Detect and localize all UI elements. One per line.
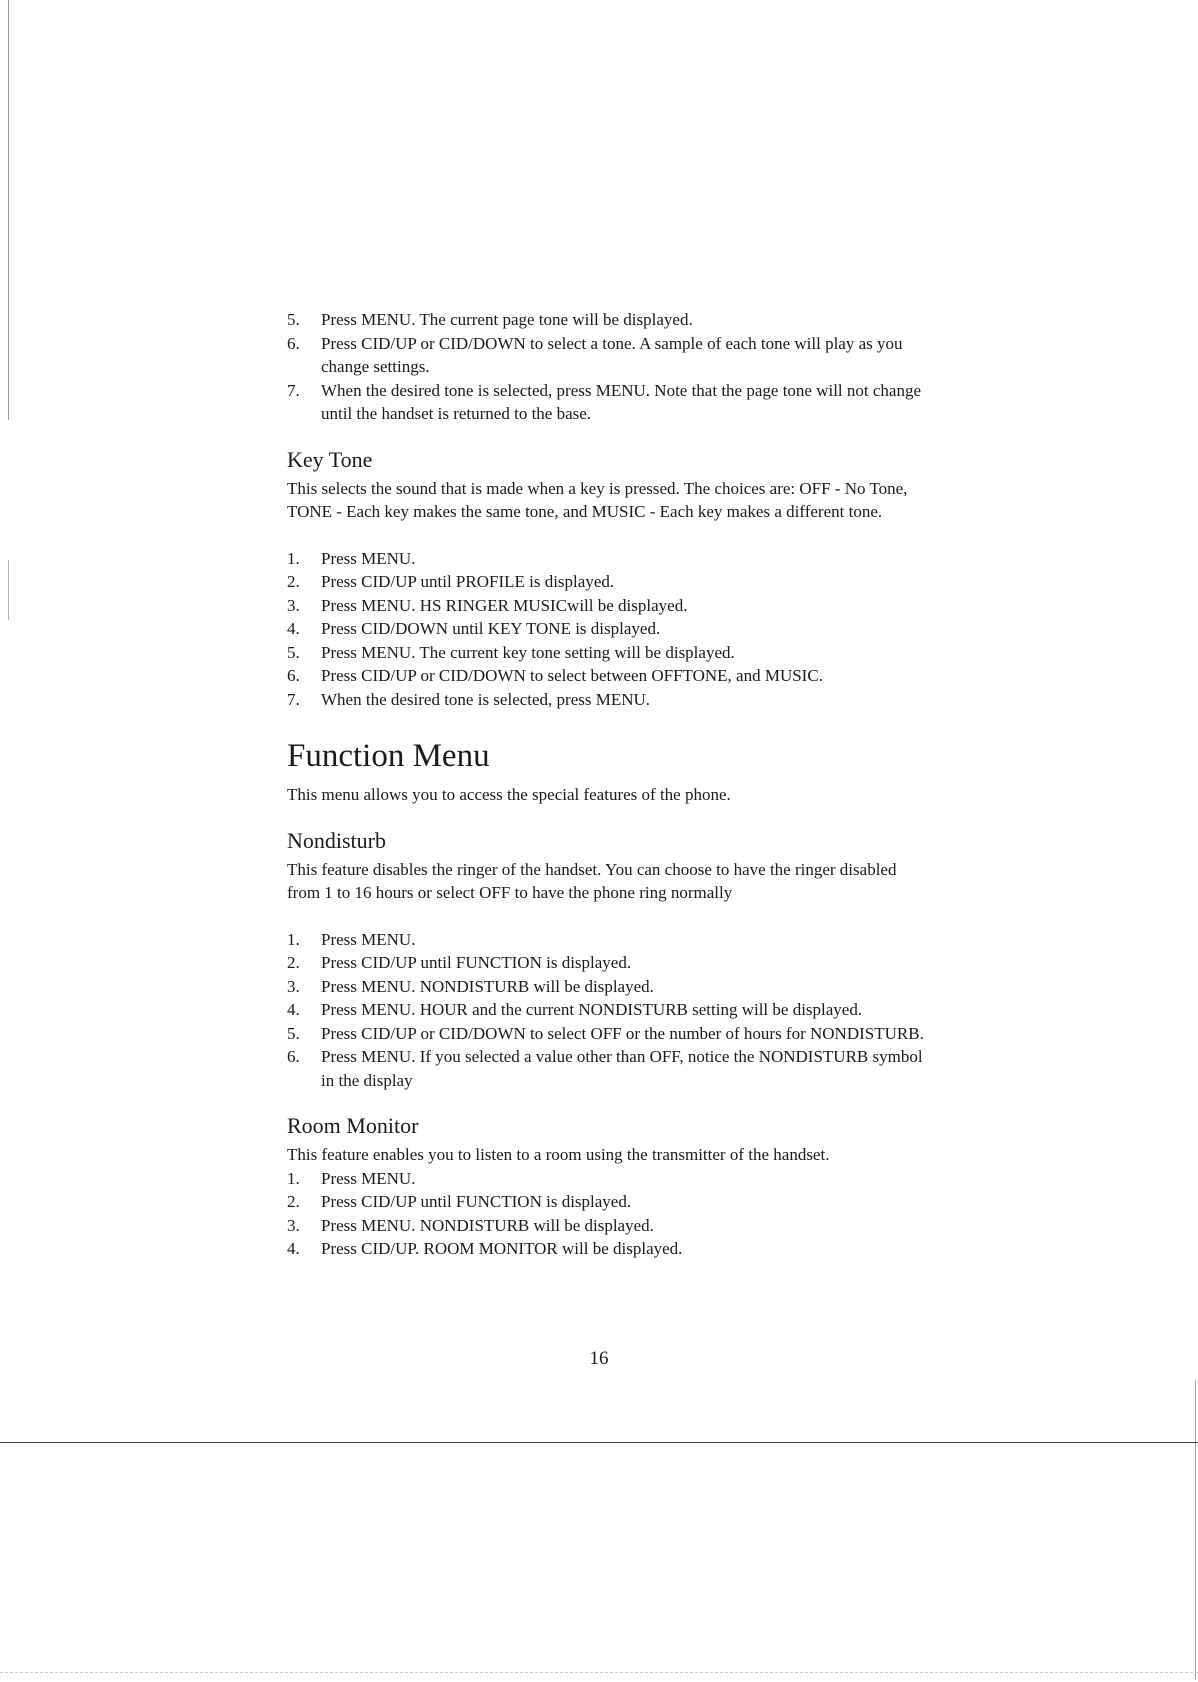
step-number: 6. <box>287 1047 300 1066</box>
step-number: 6. <box>287 333 300 353</box>
function-menu-heading: Function Menu <box>287 738 490 774</box>
step-text: Press CID/UP until FUNCTION is displayed. <box>321 1192 632 1211</box>
step-number: 2. <box>287 1192 300 1211</box>
step-text: Press MENU. The current page tone will be displayed. <box>321 310 693 329</box>
list-item <box>287 379 927 426</box>
list-item <box>287 688 927 712</box>
step-text: When the desired tone is selected, press MENU. <box>321 689 651 709</box>
list-item <box>287 951 927 975</box>
step-number: 3. <box>287 976 300 996</box>
step-number: 7. <box>287 689 300 709</box>
list-item <box>287 1045 927 1092</box>
step-number: 5. <box>287 310 300 329</box>
step-text: Press MENU. HOUR and the current NONDISTURB setting will be displayed. <box>321 1000 863 1019</box>
step-number: 1. <box>287 548 300 568</box>
step-text: Press CID/UP. ROOM MONITOR will be displayed. <box>321 1239 683 1258</box>
step-number: 3. <box>287 1215 300 1235</box>
room-monitor-heading: Room Monitor <box>287 1113 419 1138</box>
page-edge-left <box>8 0 9 420</box>
step-number: 3. <box>287 595 300 615</box>
list-item <box>287 975 927 999</box>
list-item <box>287 664 927 688</box>
step-text: Press MENU. If you selected a value other than OFF, notice the NONDISTURB symbol in the display <box>321 1047 923 1090</box>
nondisturb-description: This feature disables the ringer of the handset. You can choose to have the ringer disabled from 1 to 16 hours or select OFF to have the phone ring normally <box>287 859 897 902</box>
step-text: Press MENU. NONDISTURB will be displayed. <box>321 1215 654 1235</box>
list-item <box>287 1214 927 1238</box>
step-text: When the desired tone is selected, press MENU. Note that the page tone will not change until the handset is returned to the base. <box>321 380 922 423</box>
step-text: Press MENU. <box>321 548 416 568</box>
step-text: Press MENU. <box>321 1168 416 1188</box>
step-number: 1. <box>287 1168 300 1188</box>
list-item <box>287 570 927 594</box>
step-number: 4. <box>287 1239 300 1258</box>
nondisturb-heading: Nondisturb <box>287 827 386 853</box>
list-item <box>287 1190 927 1214</box>
spacer <box>287 524 927 547</box>
list-item <box>287 1022 927 1046</box>
step-text: Press CID/UP or CID/DOWN to select a tone. A sample of each tone will play as you change settings. <box>321 333 903 376</box>
step-text: Press CID/UP until PROFILE is displayed. <box>321 572 615 591</box>
step-text: Press MENU. The current key tone setting will be displayed. <box>321 642 735 662</box>
step-text: Press CID/UP or CID/DOWN to select OFF or the number of hours for NONDISTURB. <box>321 1023 924 1043</box>
key-tone-heading: Key Tone <box>287 446 373 472</box>
step-number: 4. <box>287 619 300 638</box>
list-item <box>287 1237 927 1261</box>
key-tone-steps <box>287 547 927 712</box>
page-divider <box>0 1442 1198 1443</box>
step-number: 4. <box>287 1000 300 1019</box>
room-monitor-steps <box>287 1167 927 1261</box>
function-menu-description: This menu allows you to access the special features of the phone. <box>287 785 731 804</box>
bottom-edge <box>0 1672 1198 1673</box>
key-tone-description: This selects the sound that is made when a key is pressed. The choices are: OFF - No Tone, TONE - Each key makes the same tone, and MUSIC - Each key makes a different tone. <box>287 478 908 521</box>
step-text: Press MENU. <box>321 929 416 949</box>
page-edge-left-mark <box>8 560 9 620</box>
list-item <box>287 617 927 641</box>
page-tone-steps <box>287 308 927 426</box>
step-text: Press MENU. NONDISTURB will be displayed. <box>321 976 654 996</box>
list-item <box>287 1167 927 1191</box>
list-item <box>287 547 927 571</box>
step-number: 2. <box>287 953 300 972</box>
page-edge-right <box>1195 1380 1196 1680</box>
page-number: 16 <box>589 1348 609 1369</box>
list-item <box>287 928 927 952</box>
list-item <box>287 641 927 665</box>
step-text: Press CID/UP until FUNCTION is displayed. <box>321 953 632 972</box>
step-text: Press CID/UP or CID/DOWN to select between OFFTONE, and MUSIC. <box>321 666 823 685</box>
nondisturb-steps <box>287 928 927 1093</box>
step-number: 6. <box>287 666 300 685</box>
step-number: 5. <box>287 1023 300 1043</box>
room-monitor-description: This feature enables you to listen to a room using the transmitter of the handset. <box>287 1145 830 1164</box>
manual-content <box>287 308 927 1261</box>
list-item <box>287 594 927 618</box>
step-number: 5. <box>287 642 300 662</box>
step-number: 1. <box>287 929 300 949</box>
list-item <box>287 332 927 379</box>
step-number: 7. <box>287 380 300 400</box>
step-text: Press MENU. HS RINGER MUSICwill be displayed. <box>321 595 688 615</box>
list-item <box>287 998 927 1022</box>
step-text: Press CID/DOWN until KEY TONE is displayed. <box>321 619 661 638</box>
spacer <box>287 905 927 928</box>
step-number: 2. <box>287 572 300 591</box>
list-item <box>287 308 927 332</box>
